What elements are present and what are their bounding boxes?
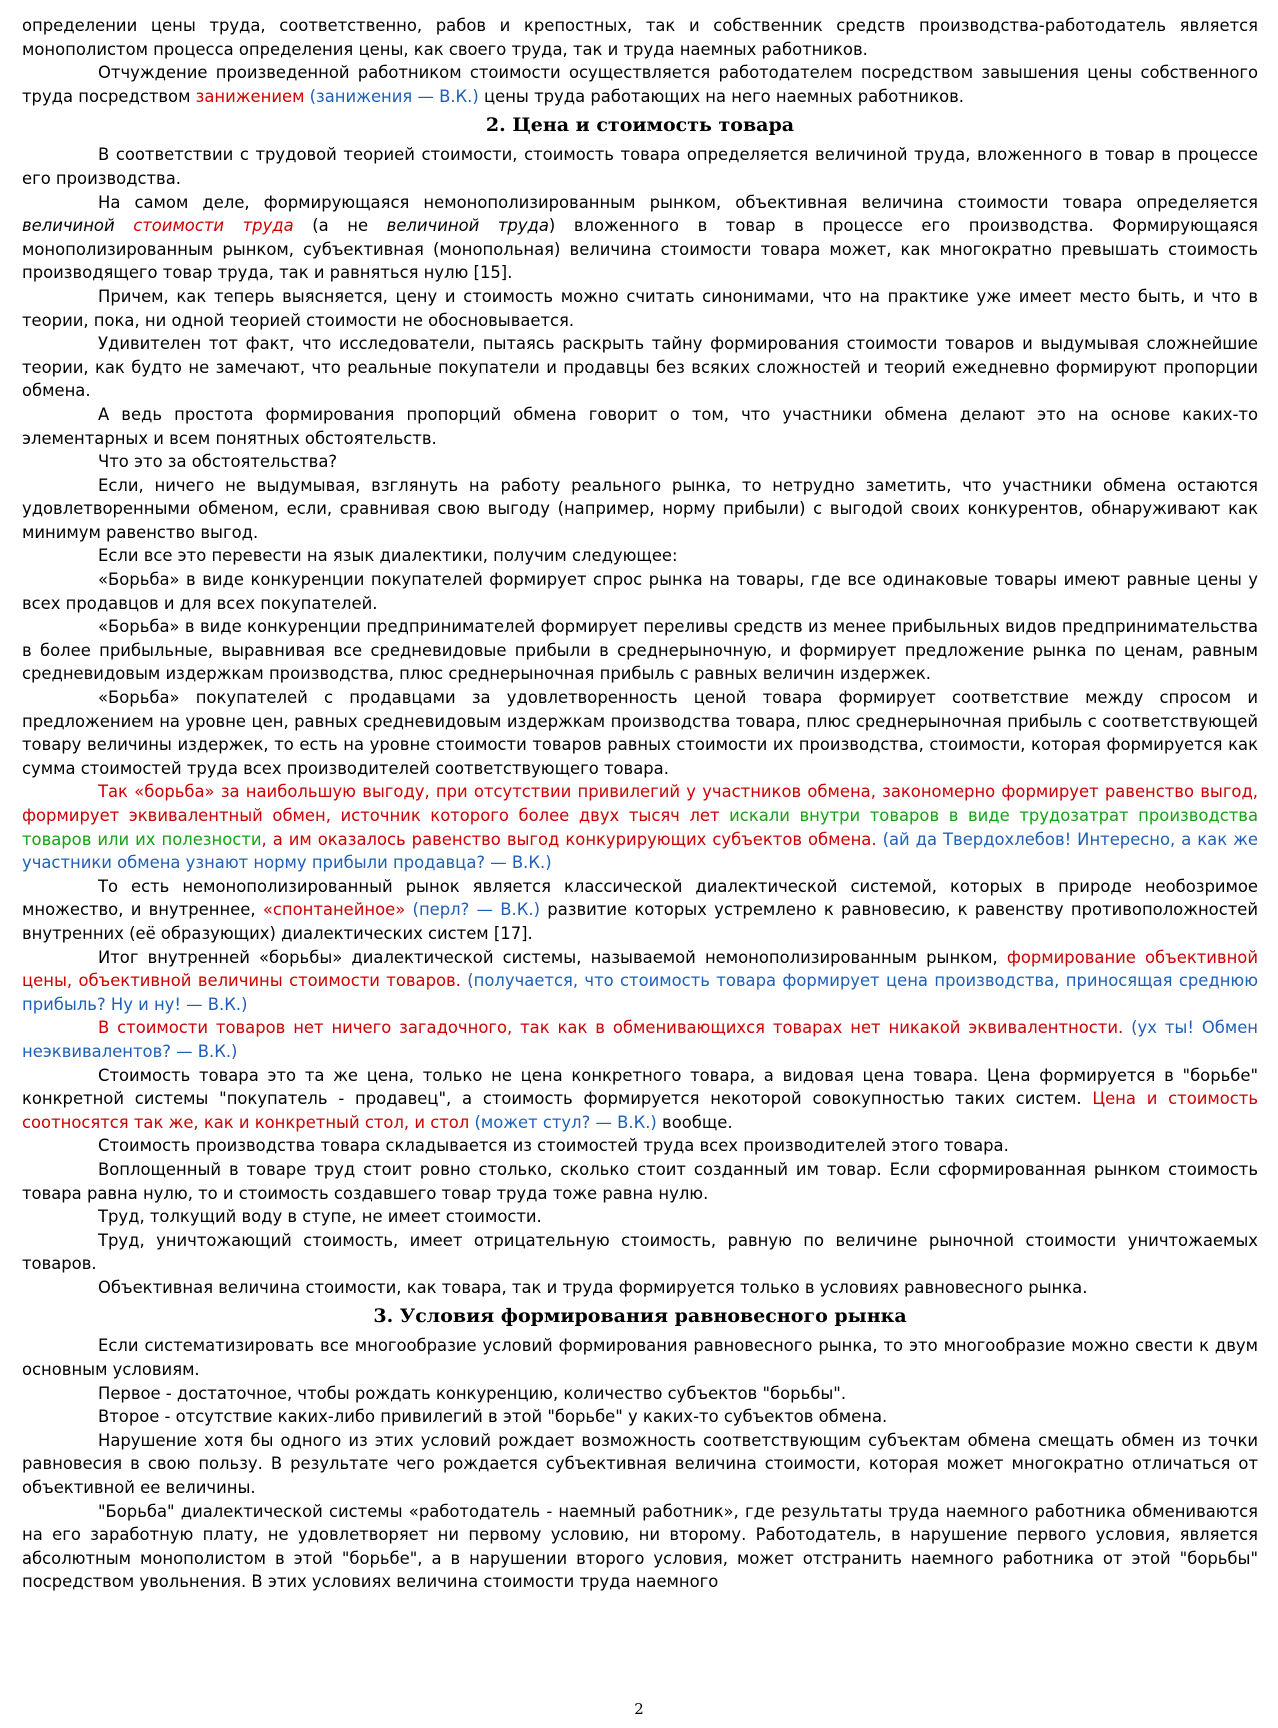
text-run: То есть немонополизированный рынок является классической диалектической системой, которых в природе необозримое множество, и внутреннее,	[22, 876, 1258, 920]
italic-text: величиной	[22, 216, 115, 236]
original-text-red: занижением	[195, 86, 305, 106]
paragraph: «Борьба» в виде конкуренции предпринимателей формирует переливы средств из менее прибыльных видов предпринимательства в более прибыльные, выравнивая все средневидовые прибыли в среднерыночную, и формирует предложение рынка по ценам, равным средневидовым издержкам производства, плюс среднерыночная прибыль с равных величин издержек.	[22, 617, 1258, 684]
paragraph: Если все это перевести на язык диалектики, получим следующее:	[98, 546, 678, 566]
italic-text: величиной труда	[386, 216, 549, 236]
editor-comment: (ух ты! Обмен неэквивалентов? — В.К.)	[22, 1018, 1258, 1061]
original-text-red: , а им оказалось равенство выгод конкурирующих субъектов обмена.	[261, 829, 877, 849]
paragraph: определении цены труда, соответственно, рабов и крепостных, так и собственник средств производства-работодатель является монополистом процесса определения цены, как своего труда, так и труда наемных работников.	[22, 16, 1258, 59]
paragraph: «Борьба» в виде конкуренции покупателей формирует спрос рынка на товары, где все одинаковые товары имеют равные цены у всех продавцов и для всех покупателей.	[22, 570, 1258, 613]
text-run: вообще.	[656, 1112, 733, 1132]
paragraph: Труд, толкущий воду в ступе, не имеет стоимости.	[98, 1207, 542, 1227]
text-run: На самом деле, формирующаяся немонополизированным рынком, объективная величина стоимости товара определяется	[98, 192, 1258, 212]
original-text-red: «спонтанейное»	[262, 900, 406, 920]
paragraph	[22, 1016, 1258, 1063]
paragraph	[22, 1064, 1258, 1135]
section-heading-2: 2. Цена и стоимость товара	[485, 114, 795, 137]
paragraph: Нарушение хотя бы одного из этих условий рождает возможность соответствующим субъектам обмена смещать обмен из точки равновесия в свою пользу. В результате чего рождается субъективная величина стоимости, которая может многократно отличаться от объективной ее величины.	[22, 1430, 1258, 1498]
paragraph: Причем, как теперь выясняется, цену и стоимость можно считать синонимами, что на практике уже имеет место быть, и что в теории, пока, ни одной теорией стоимости не обосновывается.	[22, 286, 1258, 330]
paragraph: Воплощенный в товаре труд стоит ровно столько, сколько стоит созданный им товар. Если сформированная рынком стоимость товара равна нулю, то и стоимость создавшего товар труда тоже равна нулю.	[22, 1159, 1258, 1203]
paragraph	[22, 875, 1258, 946]
original-text-green: искали внутри товаров в виде трудозатрат производства товаров или их полезности	[22, 806, 1258, 849]
text-run: Отчуждение произведенной работником стоимости осуществляется работодателем посредством завышения цены собственного труда посредством	[22, 63, 1258, 106]
original-text-red: В стоимости товаров нет ничего загадочного, так как в обменивающихся товарах нет никакой эквивалентности.	[98, 1018, 1124, 1038]
editor-comment: (занижения — В.К.)	[309, 86, 479, 106]
paragraph	[22, 61, 1258, 108]
paragraph: В соответствии с трудовой теорией стоимости, стоимость товара определяется величиной труда, вложенного в товар в процессе его производства.	[22, 145, 1258, 188]
text-run: ) вложенного в товар в процессе его производства. Формирующаяся монополизированным рынком, субъективная (монопольная) величина стоимости товара может, как многократно превышать стоимость производящего товар труда, так и равняться нулю [15].	[22, 216, 1258, 283]
page-number: 2	[634, 1700, 644, 1718]
paragraph: Если, ничего не выдумывая, взглянуть на работу реального рынка, то нетрудно заметить, что участники обмена остаются удовлетворенными обменом, если, сравнивая свою выгоду (например, норму прибыли) с выгодой своих конкурентов, обнаруживают как минимум равенство выгод.	[22, 475, 1258, 542]
text-run: Итог внутренней «борьбы» диалектической системы, называемой немонополизированным рынком,	[98, 947, 1007, 967]
original-text-red: Так «борьба» за наибольшую выгоду, при отсутствии привилегий у участников обмена, закономерно формирует равенство выгод, формирует эквивалентный обмен, источник которого более двух тысяч лет	[22, 782, 1258, 825]
editor-comment: (перл? — В.К.)	[405, 900, 540, 920]
paragraph: Объективная величина стоимости, как товара, так и труда формируется только в условиях равновесного рынка.	[98, 1277, 1088, 1297]
paragraph	[22, 191, 1258, 285]
original-text-red: формирование объективной цены, объективной величины стоимости товаров.	[22, 947, 1258, 991]
paragraph: Труд, уничтожающий стоимость, имеет отрицательную стоимость, равную по величине рыночной стоимости уничтожаемых товаров.	[22, 1230, 1258, 1274]
editor-comment: (получается, что стоимость товара формирует цена производства, приносящая среднюю прибыль? Ну и ну! — В.К.)	[22, 971, 1259, 1014]
italic-highlight: стоимости труда	[133, 216, 294, 236]
original-text-red: Цена и стоимость соотносятся так же, как и конкретный стол, и стол	[22, 1089, 1258, 1132]
editor-comment: (ай да Твердохлебов! Интересно, а как же участники обмена узнают норму прибыли продавца? — В.К.)	[22, 829, 1258, 873]
paragraph: Удивителен тот факт, что исследователи, пытаясь раскрыть тайну формирования стоимости товаров и выдумывая сложнейшие теории, как будто не замечают, что реальные покупатели и продавцы без всяких сложностей и теорий ежедневно формируют пропорции обмена.	[22, 334, 1258, 401]
document-page	[22, 14, 1258, 1594]
paragraph	[22, 946, 1258, 1017]
section-heading-3: 3. Условия формирования равновесного рынка	[373, 1305, 907, 1328]
paragraph: Что это за обстоятельства?	[98, 452, 338, 472]
text-run: (а не	[293, 216, 387, 236]
paragraph: «Борьба» покупателей с продавцами за удовлетворенность ценой товара формирует соответствие между спросом и предложением на уровне цен, равных средневидовым издержкам производства товара, плюс среднерыночная прибыль с соответствующей товару величины издержек, то есть на уровне стоимости товаров равных стоимости их производства, стоимости, которая формируется как сумма стоимостей труда всех производителей соответствующего товара.	[22, 688, 1258, 778]
paragraph	[22, 780, 1258, 874]
paragraph: Если систематизировать все многообразие условий формирования равновесного рынка, то это многообразие можно свести к двум основным условиям.	[22, 1336, 1258, 1380]
text-run: развитие которых устремлено к равновесию, к равенству противоположностей внутренних (её образующих) диалектических систем [17].	[22, 900, 1259, 943]
paragraph: А ведь простота формирования пропорций обмена говорит о том, что участники обмена делают это на основе каких-то элементарных и всем понятных обстоятельств.	[22, 404, 1258, 448]
text-run: Стоимость товара это та же цена, только не цена конкретного товара, а видовая цена товара. Цена формируется в "борьбе" конкретной системы "покупатель - продавец", а стоимость формируется некоторой совокупностью таких систем.	[22, 1065, 1258, 1109]
paragraph: "Борьба" диалектической системы «работодатель - наемный работник», где результаты труда наемного работника обмениваются на его заработную плату, не удовлетворяет ни первому условию, ни второму. Работодатель, в нарушение первого условия, является абсолютным монополистом в этой "борьбе", а в нарушении второго условия, может отстранить наемного работника от этой "борьбы" посредством увольнения. В этих условиях величина стоимости труда наемного	[22, 1501, 1258, 1592]
editor-comment: (может стул? — В.К.)	[469, 1112, 657, 1132]
paragraph: Первое - достаточное, чтобы рождать конкуренцию, количество субъектов "борьбы".	[98, 1383, 847, 1403]
paragraph: Стоимость производства товара складывается из стоимостей труда всех производителей этого товара.	[98, 1136, 1009, 1156]
paragraph: Второе - отсутствие каких-либо привилегий в этой "борьбе" у каких-то субъектов обмена.	[98, 1407, 888, 1427]
text-run: цены труда работающих на него наемных работников.	[478, 86, 964, 106]
